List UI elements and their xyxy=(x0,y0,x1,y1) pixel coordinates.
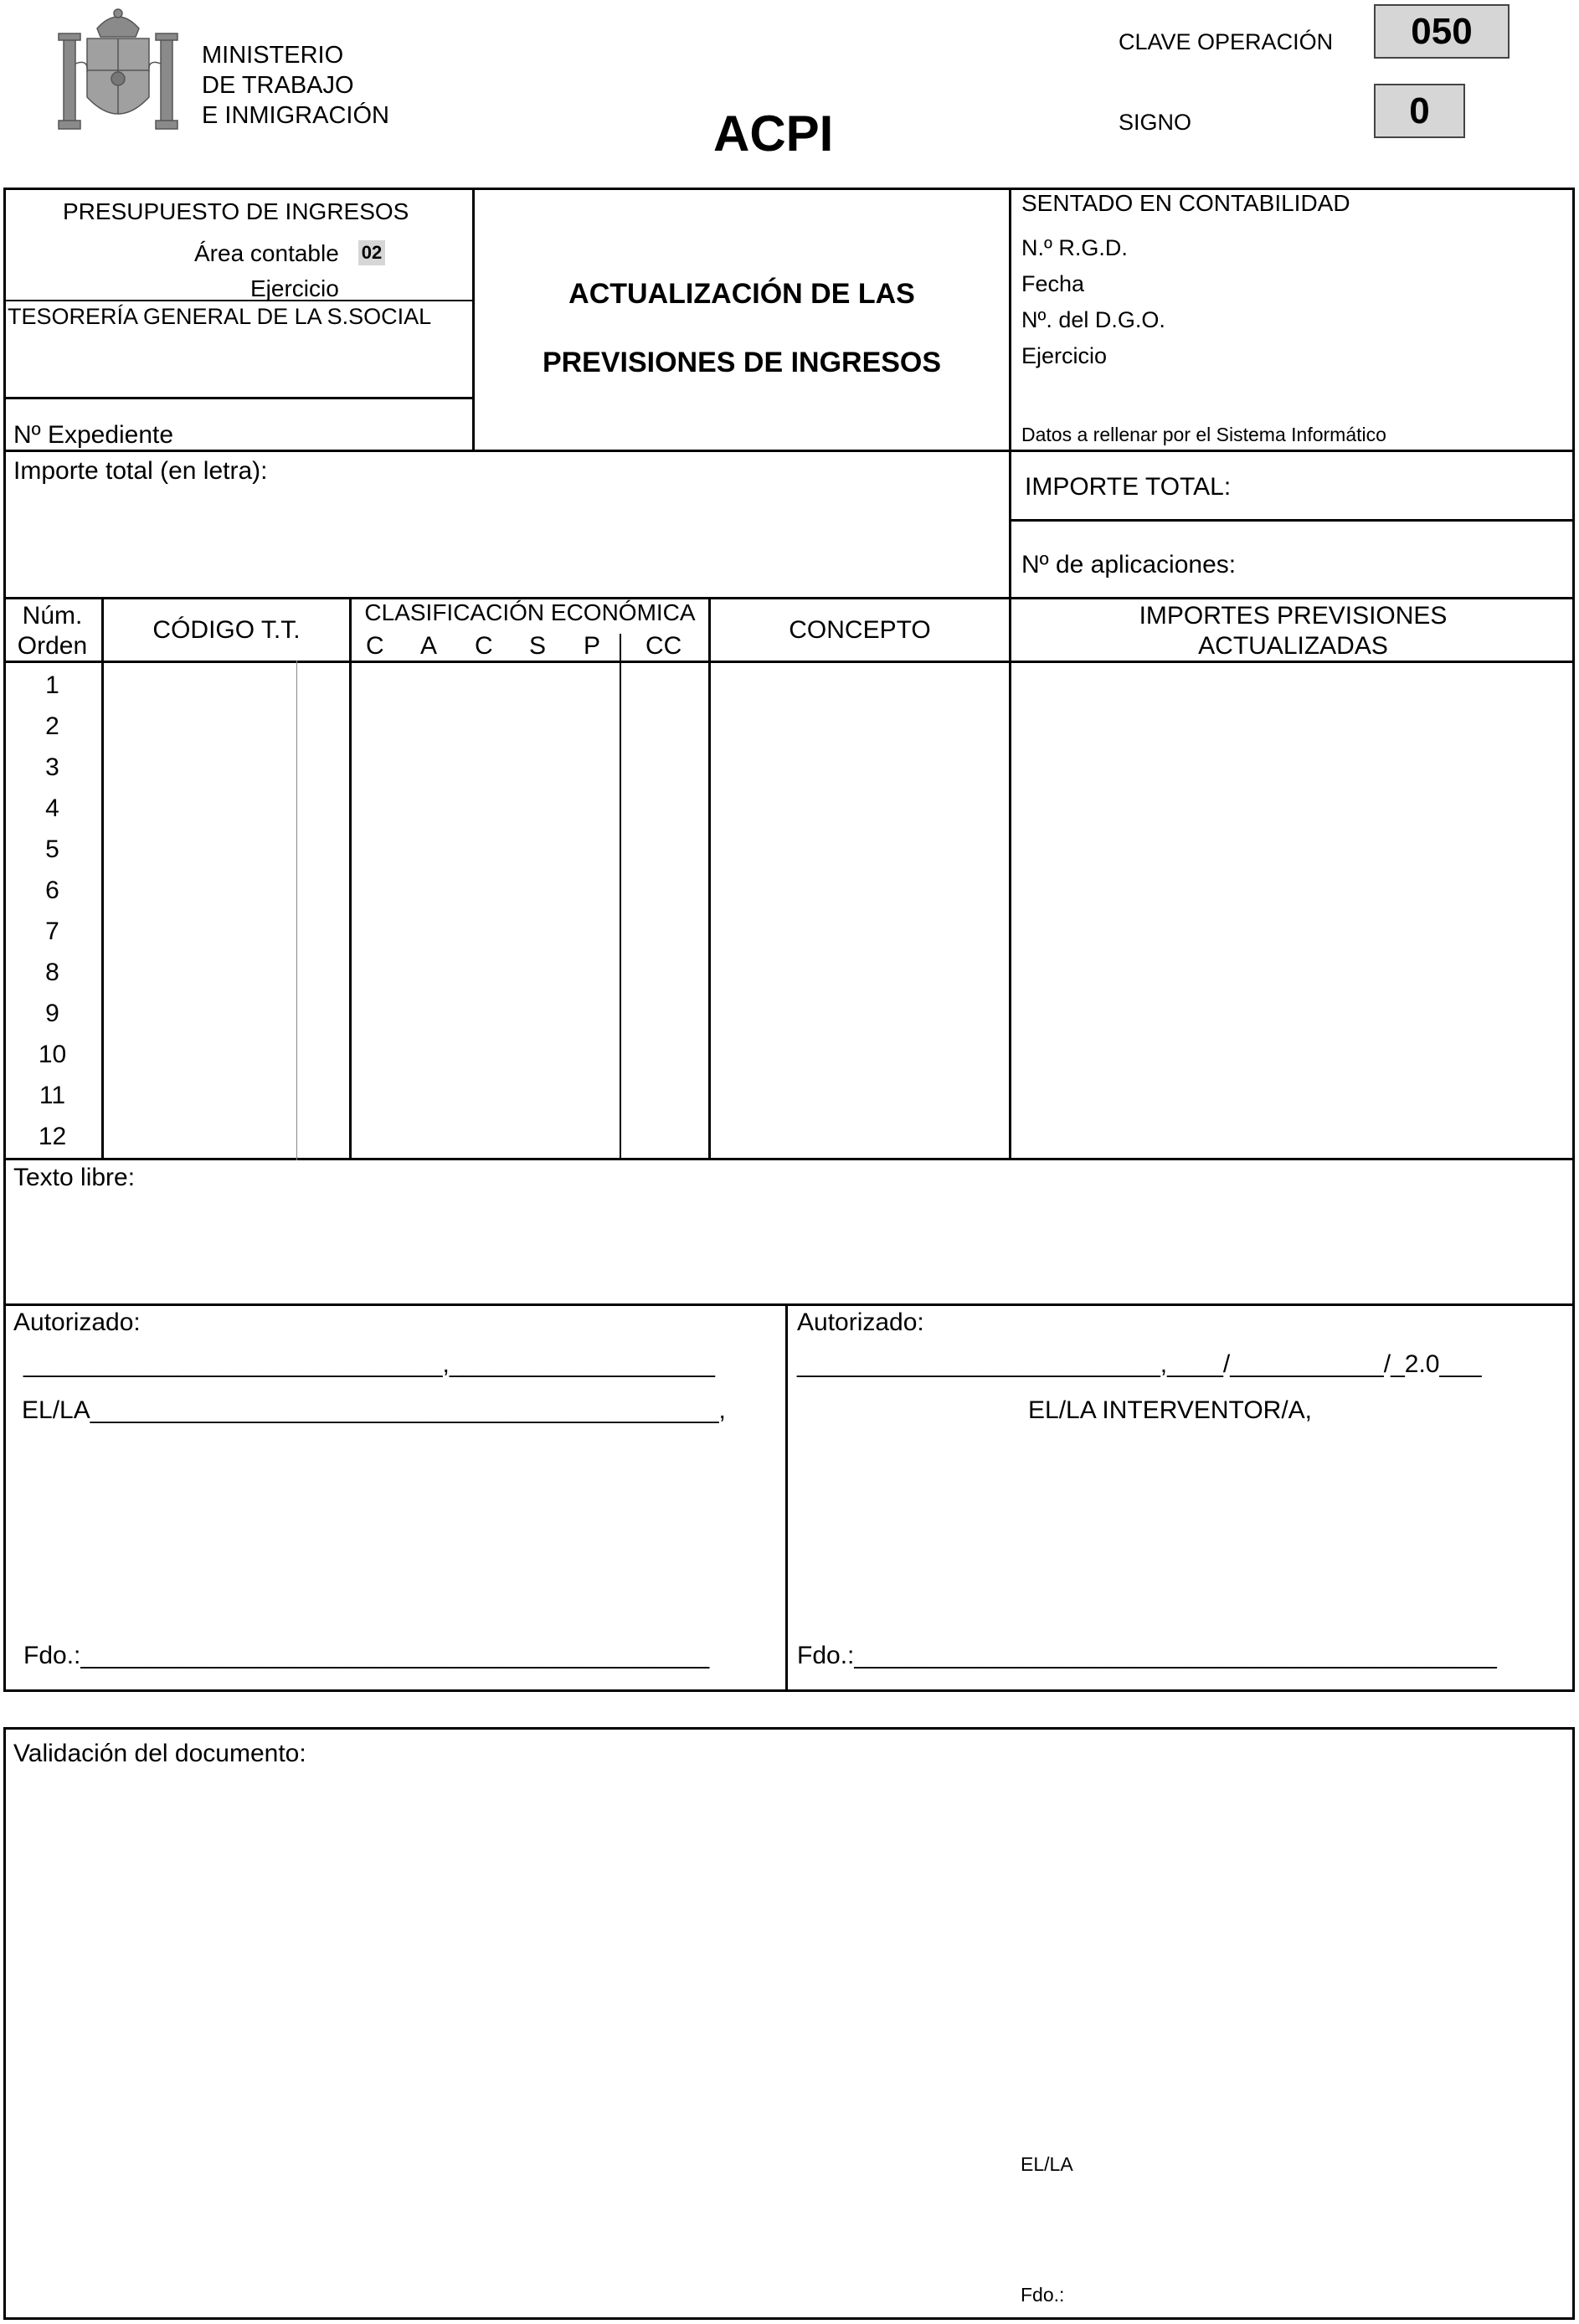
row-number: 8 xyxy=(45,959,59,986)
aplicaciones-label: Nº de aplicaciones: xyxy=(1021,551,1237,578)
divider xyxy=(708,597,711,1160)
clasif-sub-a: A xyxy=(420,632,438,660)
row-number: 10 xyxy=(38,1041,67,1068)
form-outer-border xyxy=(3,188,1575,1692)
divider xyxy=(296,661,297,1160)
row-number: 4 xyxy=(45,794,59,822)
clave-operacion-value: 050 xyxy=(1374,4,1510,59)
divider xyxy=(3,597,1575,599)
autorizado-left-label: Autorizado: xyxy=(13,1309,141,1336)
validacion-label: Validación del documento: xyxy=(13,1740,306,1767)
divider xyxy=(472,188,475,452)
clasif-sub-p: P xyxy=(584,632,601,660)
divider xyxy=(785,1303,788,1692)
autorizado-right-label: Autorizado: xyxy=(797,1309,924,1336)
ministry-line-2: DE TRABAJO xyxy=(202,72,354,99)
autorizado-right-fdo: Fdo.:______________________________________________ xyxy=(797,1642,1497,1669)
autorizado-left-ella: EL/LA_____________________________________________, xyxy=(22,1396,726,1424)
col-num-header-1: Núm. xyxy=(22,602,83,630)
area-contable-label: Área contable xyxy=(194,240,339,266)
col-num-header-2: Orden xyxy=(17,632,88,660)
tesoreria-label: TESORERÍA GENERAL DE LA S.SOCIAL xyxy=(8,304,432,329)
autorizado-right-line: __________________________,____/___________/_2.0___ xyxy=(797,1350,1482,1378)
ministry-line-3: E INMIGRACIÓN xyxy=(202,102,389,129)
row-number: 9 xyxy=(45,1000,59,1027)
row-number: 11 xyxy=(39,1082,66,1109)
autorizado-left-line: ______________________________,___________________ xyxy=(23,1350,715,1378)
row-number: 12 xyxy=(38,1123,67,1150)
clasif-sub-c: C xyxy=(366,632,384,660)
validacion-box xyxy=(3,1727,1575,2320)
importe-letra-label: Importe total (en letra): xyxy=(13,457,268,485)
divider xyxy=(3,397,475,399)
signo-value: 0 xyxy=(1374,84,1465,138)
signo-label: SIGNO xyxy=(1119,110,1192,135)
fecha-label: Fecha xyxy=(1021,271,1085,296)
col-importes-header-2: ACTUALIZADAS xyxy=(1198,632,1388,660)
row-number: 1 xyxy=(45,671,59,699)
clave-operacion-label: CLAVE OPERACIÓN xyxy=(1119,29,1334,54)
contabilidad-ejercicio-label: Ejercicio xyxy=(1021,343,1108,368)
autorizado-left-fdo: Fdo.:_____________________________________________ xyxy=(23,1642,710,1669)
divider xyxy=(3,450,1575,452)
area-contable-value: 02 xyxy=(358,240,385,265)
divider xyxy=(101,597,104,1160)
clasif-sub-cc: CC xyxy=(645,632,682,660)
form-title-line-1: ACTUALIZACIÓN DE LAS xyxy=(568,278,915,310)
validacion-ella: EL/LA xyxy=(1021,2153,1073,2175)
col-concepto-header: CONCEPTO xyxy=(789,616,931,644)
divider xyxy=(620,634,621,1160)
row-number: 2 xyxy=(45,712,59,740)
interventor-label: EL/LA INTERVENTOR/A, xyxy=(1028,1396,1313,1424)
expediente-label: Nº Expediente xyxy=(13,421,174,449)
divider xyxy=(1009,519,1575,522)
dgo-label: Nº. del D.G.O. xyxy=(1021,307,1165,332)
coat-of-arms-logo xyxy=(55,5,181,135)
row-number: 7 xyxy=(45,918,59,945)
divider xyxy=(3,1158,1575,1160)
texto-libre-label: Texto libre: xyxy=(13,1164,136,1191)
divider xyxy=(3,1303,1575,1306)
form-title-line-2: PREVISIONES DE INGRESOS xyxy=(542,347,942,378)
clasif-sub-s: S xyxy=(529,632,547,660)
sistema-note: Datos a rellenar por el Sistema Informático xyxy=(1021,424,1386,445)
rgd-label: N.º R.G.D. xyxy=(1021,235,1128,260)
col-clasif-header: CLASIFICACIÓN ECONÓMICA xyxy=(364,599,696,625)
presupuesto-label: PRESUPUESTO DE INGRESOS xyxy=(63,198,409,224)
divider xyxy=(3,300,475,301)
ministry-line-1: MINISTERIO xyxy=(202,42,344,69)
contabilidad-heading: SENTADO EN CONTABILIDAD xyxy=(1021,190,1350,216)
row-number: 5 xyxy=(45,836,59,863)
divider xyxy=(3,661,1575,663)
clasif-sub-c2: C xyxy=(475,632,493,660)
importe-total-label: IMPORTE TOTAL: xyxy=(1025,473,1232,501)
ejercicio-label: Ejercicio xyxy=(250,275,339,301)
col-codigo-header: CÓDIGO T.T. xyxy=(152,616,301,644)
divider xyxy=(1009,188,1011,1160)
col-importes-header-1: IMPORTES PREVISIONES xyxy=(1139,602,1448,630)
row-number: 3 xyxy=(45,753,59,781)
document-code: ACPI xyxy=(713,105,834,162)
divider xyxy=(349,597,352,1160)
validacion-fdo: Fdo.: xyxy=(1021,2284,1065,2306)
row-number: 6 xyxy=(45,877,59,904)
